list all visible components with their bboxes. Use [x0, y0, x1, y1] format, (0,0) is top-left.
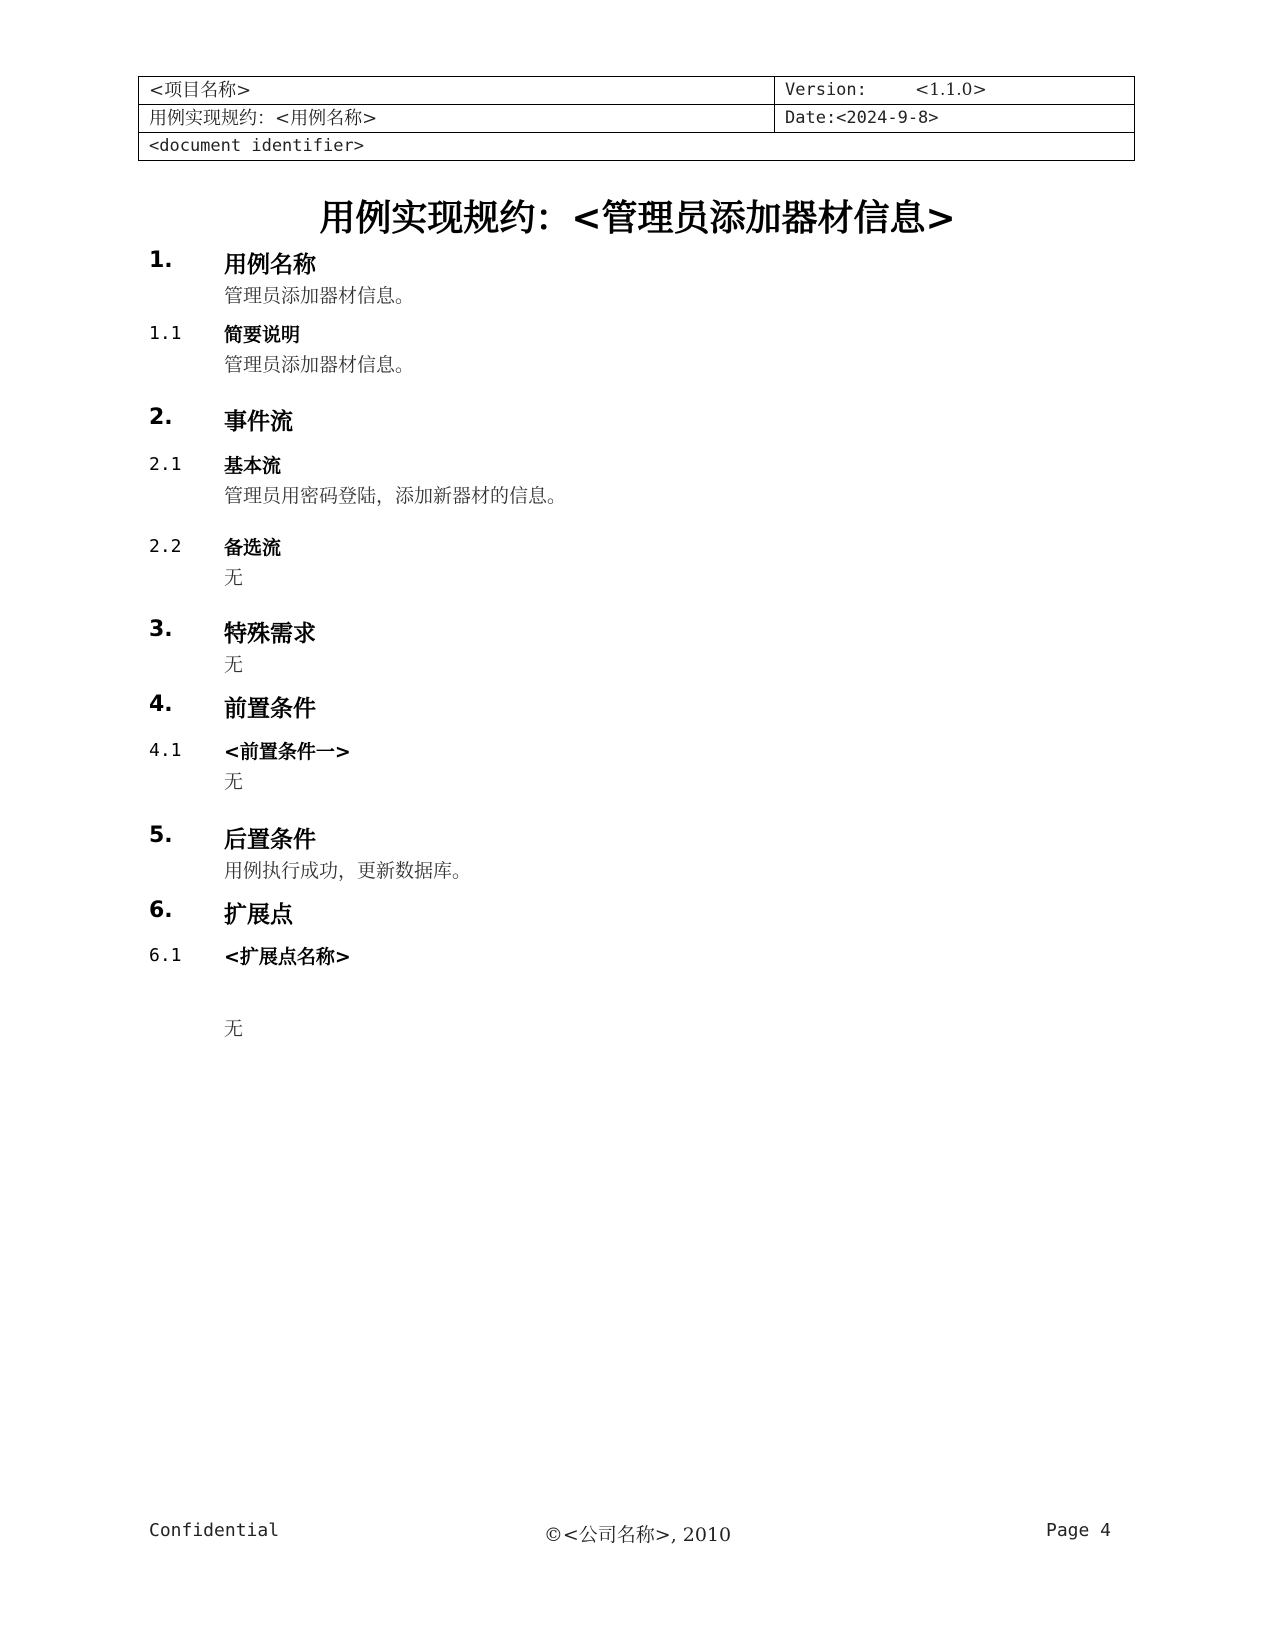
subsection-heading: 基本流: [224, 455, 282, 477]
section-body: 无: [224, 771, 244, 793]
page-title: 用例实现规约：<管理员添加器材信息>: [319, 198, 956, 239]
footer-copyright: ©<公司名称>, 2010: [543, 1524, 732, 1546]
version-label: Version:: [785, 80, 867, 100]
subsection-number: 2.1: [149, 454, 182, 475]
section-body: 无: [224, 1018, 244, 1040]
section-body: 管理员添加器材信息。: [224, 354, 415, 376]
project-name: <项目名称>: [139, 77, 775, 105]
subsection-number: 6.1: [149, 945, 182, 966]
section-number: 3.: [149, 617, 173, 642]
footer-page-number: Page 4: [1046, 1520, 1112, 1541]
section-body: 管理员添加器材信息。: [224, 285, 415, 307]
section-heading: 前置条件: [224, 696, 316, 722]
section-body: 无: [224, 567, 244, 589]
spec-name: 用例实现规约：<用例名称>: [139, 105, 775, 133]
document-identifier: <document identifier>: [139, 133, 1135, 161]
section-number: 6.: [149, 898, 173, 923]
section-number: 4.: [149, 692, 173, 717]
subsection-number: 4.1: [149, 740, 182, 761]
subsection-heading: <前置条件一>: [224, 741, 351, 763]
subsection-heading: 简要说明: [224, 324, 301, 346]
section-body: 无: [224, 654, 244, 676]
header-table: [138, 76, 1135, 161]
section-number: 1.: [149, 248, 173, 273]
footer-confidential: Confidential: [149, 1520, 280, 1541]
section-heading: 用例名称: [224, 252, 316, 278]
version-cell: [775, 77, 1135, 105]
section-number: 5.: [149, 823, 173, 848]
section-body: 用例执行成功，更新数据库。: [224, 860, 472, 882]
subsection-number: 2.2: [149, 536, 182, 557]
subsection-heading: <扩展点名称>: [224, 946, 351, 968]
section-number: 2.: [149, 405, 173, 430]
section-body: 管理员用密码登陆，添加新器材的信息。: [224, 485, 567, 507]
date-cell: Date:<2024-9-8>: [775, 105, 1135, 133]
section-heading: 特殊需求: [224, 621, 316, 647]
section-heading: 事件流: [224, 409, 293, 435]
section-heading: 后置条件: [224, 827, 316, 853]
subsection-number: 1.1: [149, 323, 182, 344]
section-heading: 扩展点: [224, 902, 293, 928]
version-value: <1.1.0>: [915, 80, 987, 100]
subsection-heading: 备选流: [224, 537, 282, 559]
